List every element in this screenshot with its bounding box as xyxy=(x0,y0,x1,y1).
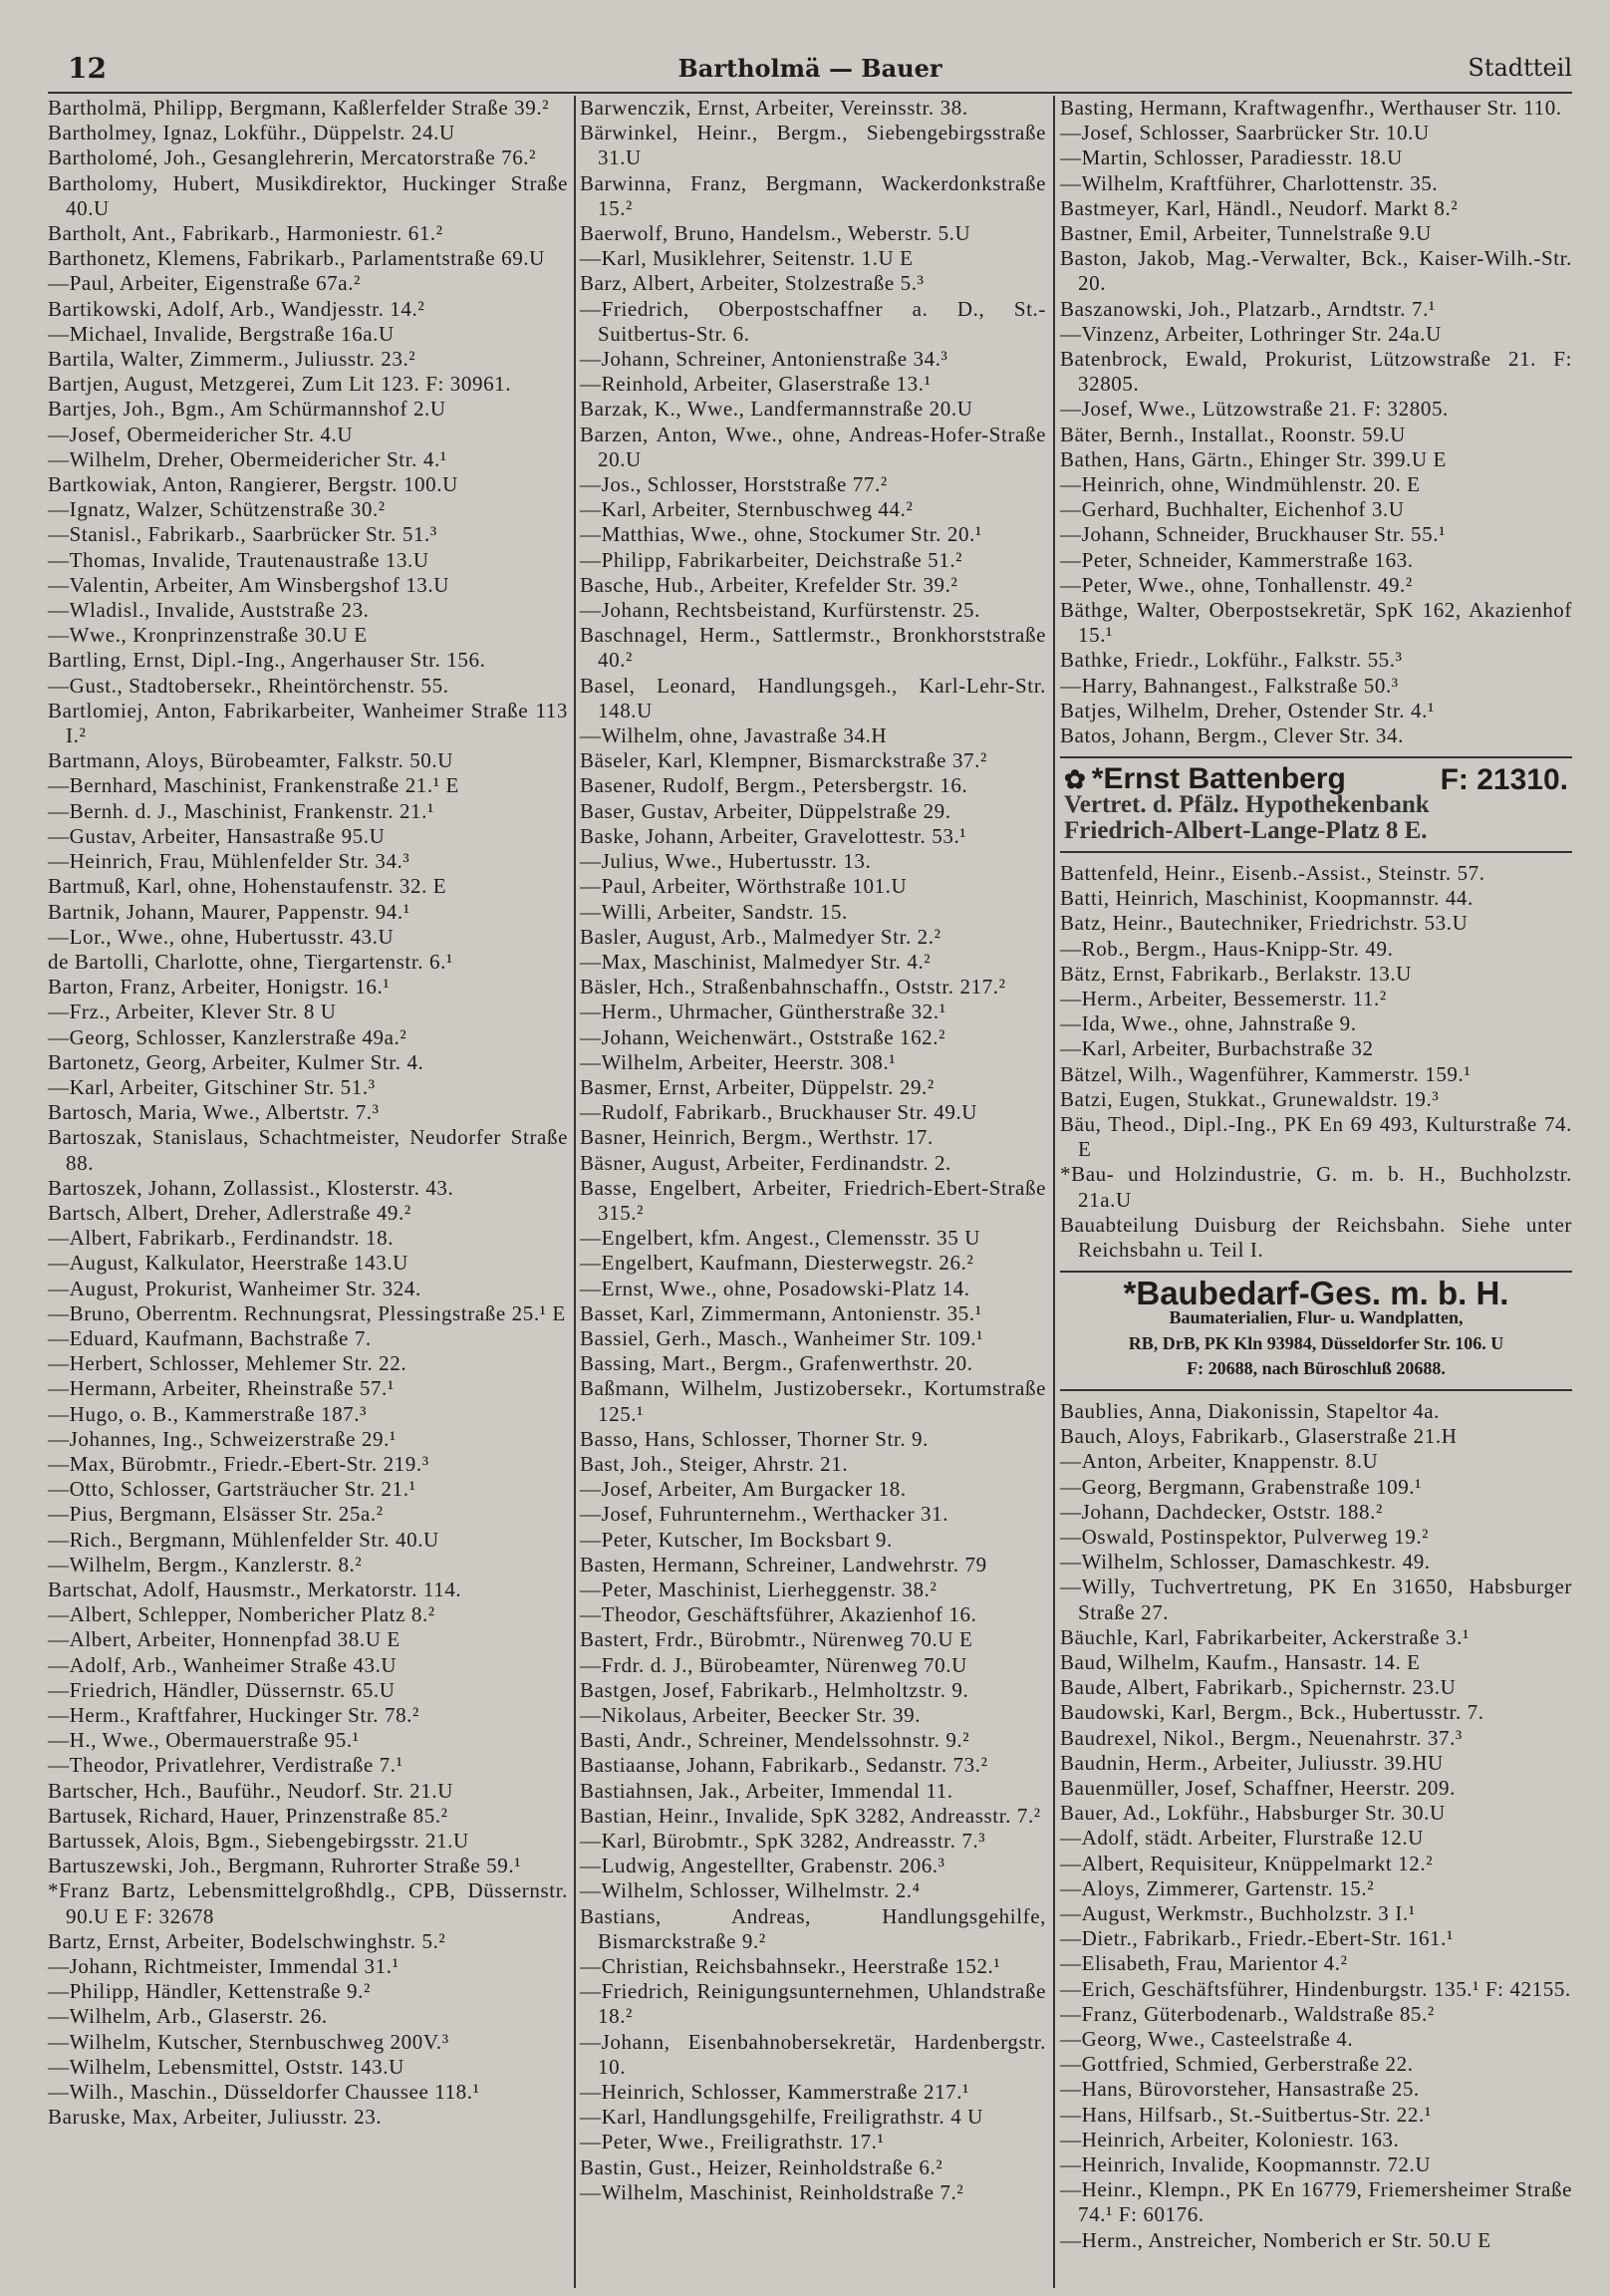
directory-entry: —Wilhelm, Maschinist, Reinholdstraße 7.² xyxy=(580,2179,964,2204)
directory-entry: —Wilhelm, Kutscher, Sternbuschweg 200V.³ xyxy=(48,2029,449,2054)
directory-entry: Bartling, Ernst, Dipl.-Ing., Angerhauser Str. 156. xyxy=(48,648,486,673)
directory-entry: Barton, Franz, Arbeiter, Honigstr. 16.¹ xyxy=(48,975,391,1000)
directory-entry: —Rich., Bergmann, Mühlenfelder Str. 40.U xyxy=(48,1527,439,1552)
directory-entry: Bauer, Ad., Lokführ., Habsburger Str. 30.U xyxy=(1060,1801,1446,1826)
directory-entry: —Ernst, Wwe., ohne, Posadowski-Platz 14. xyxy=(580,1276,970,1300)
directory-entry: —Hugo, o. B., Kammerstraße 187.³ xyxy=(48,1401,368,1426)
directory-entry: Baruske, Max, Arbeiter, Juliusstr. 23. xyxy=(48,2105,383,2130)
directory-entry: Baszanowski, Joh., Platzarb., Arndtstr. 7.¹ xyxy=(1060,296,1436,321)
advertisement-baubedarf xyxy=(1060,1271,1572,1391)
directory-entry: —Adolf, städt. Arbeiter, Flurstraße 12.U xyxy=(1060,1826,1424,1851)
directory-entry: —Johann, Richtmeister, Immendal 31.¹ xyxy=(48,1954,400,1979)
directory-entry: —Theodor, Geschäftsführer, Akazienhof 16. xyxy=(580,1602,977,1627)
directory-entry: Bärwinkel, Heinr., Bergm., Siebengebirgsstraße 31.U xyxy=(580,121,1046,170)
directory-entry: —Wilhelm, Dreher, Obermeidericher Str. 4.¹ xyxy=(48,446,447,471)
directory-entry: —Wilhelm, ohne, Javastraße 34.H xyxy=(580,723,888,748)
directory-entry: —Josef, Wwe., Lützowstraße 21. F: 32805. xyxy=(1060,397,1449,422)
directory-entry: —Jos., Schlosser, Horststraße 77.² xyxy=(580,472,888,497)
ad-line: RB, DrB, PK Kln 93984, Düsseldorfer Str. 106. U xyxy=(1128,1332,1504,1353)
directory-entry: —Johann, Schneider, Bruckhauser Str. 55.¹ xyxy=(1060,522,1446,547)
directory-entry: Bartschat, Adolf, Hausmstr., Merkatorstr. 114. xyxy=(48,1577,462,1601)
directory-entry: —Willi, Arbeiter, Sandstr. 15. xyxy=(580,899,848,924)
directory-entry: —Oswald, Postinspektor, Pulverweg 19.² xyxy=(1060,1524,1430,1549)
directory-entry: Bastin, Gust., Heizer, Reinholdstraße 6.² xyxy=(580,2154,943,2179)
directory-entry: —Wilhelm, Schlosser, Damaschkestr. 49. xyxy=(1060,1550,1431,1575)
directory-entry: Basten, Hermann, Schreiner, Landwehrstr. 79 xyxy=(580,1552,987,1577)
directory-entry: —Anton, Arbeiter, Knappenstr. 8.U xyxy=(1060,1449,1379,1474)
ad-phone: F: 21310. xyxy=(1440,762,1568,796)
directory-entry: Bartlomiej, Anton, Fabrikarbeiter, Wanheimer Straße 113 I.² xyxy=(48,698,568,748)
column-divider xyxy=(1053,96,1055,2288)
directory-entry: Batti, Heinrich, Maschinist, Koopmannstr. 44. xyxy=(1060,886,1474,911)
directory-entry: —Friedrich, Reinigungsunternehmen, Uhlandstraße 18.² xyxy=(580,1979,1046,2029)
laurel-wreath-icon: ✿ xyxy=(1064,764,1086,795)
directory-entry: Batz, Heinr., Bautechniker, Friedrichstr. 53.U xyxy=(1060,911,1469,936)
directory-entry: —Valentin, Arbeiter, Am Winsbergshof 13.U xyxy=(48,572,450,597)
directory-entry: —Paul, Arbeiter, Eigenstraße 67a.² xyxy=(48,271,361,296)
directory-entry: Baschnagel, Herm., Sattlermstr., Bronkhorststraße 40.² xyxy=(580,623,1046,673)
directory-entry: Bartsch, Albert, Dreher, Adlerstraße 49.² xyxy=(48,1200,411,1225)
directory-entry: Bäsner, August, Arbeiter, Ferdinandstr. 2. xyxy=(580,1150,951,1175)
directory-entry: —Georg, Bergmann, Grabenstraße 109.¹ xyxy=(1060,1474,1423,1499)
directory-entry: Bäu, Theod., Dipl.-Ing., PK En 69 493, Kulturstraße 74. E xyxy=(1060,1111,1572,1162)
directory-entry: Bauenmüller, Josef, Schaffner, Heerstr. 209. xyxy=(1060,1776,1456,1800)
directory-entry: —Philipp, Händler, Kettenstraße 9.² xyxy=(48,1979,371,2004)
directory-entry: —Herbert, Schlosser, Mehlemer Str. 22. xyxy=(48,1351,407,1376)
directory-entry: Bartoszak, Stanislaus, Schachtmeister, Neudorfer Straße 88. xyxy=(48,1125,568,1175)
directory-entry: —Adolf, Arb., Wanheimer Straße 43.U xyxy=(48,1652,398,1677)
directory-entry: —Peter, Kutscher, Im Bocksbart 9. xyxy=(580,1527,893,1552)
ad-line: Baumaterialien, Flur- u. Wandplatten, xyxy=(1169,1307,1464,1328)
directory-entry: Bast, Joh., Steiger, Ahrstr. 21. xyxy=(580,1451,849,1476)
directory-entry: Bartz, Ernst, Arbeiter, Bodelschwinghstr. 5.² xyxy=(48,1928,446,1953)
directory-entry: Basener, Rudolf, Bergm., Petersbergstr. 16. xyxy=(580,773,968,798)
directory-entry: —Ludwig, Angestellter, Grabenstr. 206.³ xyxy=(580,1854,945,1878)
directory-entry: Basso, Hans, Schlosser, Thorner Str. 9. xyxy=(580,1426,929,1451)
directory-entry: —Herm., Anstreicher, Nomberich er Str. 50.U E xyxy=(1060,2227,1491,2252)
directory-entry: Basmer, Ernst, Arbeiter, Düppelstr. 29.² xyxy=(580,1074,935,1099)
ad-line: Friedrich-Albert-Lange-Platz 8 E. xyxy=(1064,816,1428,844)
directory-entry: Bartonetz, Georg, Arbeiter, Kulmer Str. 4. xyxy=(48,1049,424,1074)
directory-entry: —Georg, Schlosser, Kanzlerstraße 49a.² xyxy=(48,1024,407,1049)
directory-entry: —Heinr., Klempn., PK En 16779, Friemersheimer Straße 74.¹ F: 60176. xyxy=(1060,2177,1572,2227)
directory-entry: Baske, Johann, Arbeiter, Gravelottestr. 53.¹ xyxy=(580,823,967,848)
directory-entry: *Franz Bartz, Lebensmittelgroßhdlg., CPB, Düssernstr. 90.U E F: 32678 xyxy=(48,1878,568,1928)
directory-entry: —Vinzenz, Arbeiter, Lothringer Str. 24a.U xyxy=(1060,321,1442,346)
directory-entry: —Hermann, Arbeiter, Rheinstraße 57.¹ xyxy=(48,1376,395,1401)
directory-entry: —Josef, Arbeiter, Am Burgacker 18. xyxy=(580,1477,907,1502)
directory-entry: Battenfeld, Heinr., Eisenb.-Assist., Steinstr. 57. xyxy=(1060,860,1485,885)
directory-entry: Barwinna, Franz, Bergmann, Wackerdonkstraße 15.² xyxy=(580,170,1046,220)
directory-entry: —Paul, Arbeiter, Wörthstraße 101.U xyxy=(580,874,908,899)
directory-entry: —Erich, Geschäftsführer, Hindenburgstr. 135.¹ F: 42155. xyxy=(1060,1976,1571,2001)
directory-entry: —Gottfried, Schmied, Gerberstraße 22. xyxy=(1060,2052,1414,2077)
directory-entry: —Wilhelm, Bergm., Kanzlerstr. 8.² xyxy=(48,1552,363,1577)
directory-entry: —H., Wwe., Obermauerstraße 95.¹ xyxy=(48,1728,360,1753)
directory-entry: —Heinrich, Frau, Mühlenfelder Str. 34.³ xyxy=(48,849,410,874)
running-title: Bartholmä — Bauer xyxy=(677,54,942,83)
directory-entry: Baude, Albert, Fabrikarb., Spichernstr. 23.U xyxy=(1060,1675,1457,1700)
directory-entry: Bastiahnsen, Jak., Arbeiter, Immendal 11. xyxy=(580,1778,953,1803)
directory-entry: —Ida, Wwe., ohne, Jahnstraße 9. xyxy=(1060,1011,1357,1036)
directory-entry: —Rudolf, Fabrikarb., Bruckhauser Str. 49.U xyxy=(580,1100,978,1125)
directory-entry: —Peter, Wwe., Freiligrathstr. 17.¹ xyxy=(580,2130,885,2154)
directory-entry: —Aloys, Zimmerer, Gartenstr. 15.² xyxy=(1060,1875,1375,1900)
directory-entry: Baudowski, Karl, Bergm., Bck., Hubertusstr. 7. xyxy=(1060,1700,1484,1725)
directory-entry: —Dietr., Fabrikarb., Friedr.-Ebert-Str. 161.¹ xyxy=(1060,1926,1454,1951)
entries-group xyxy=(1060,861,1572,1263)
directory-entry: —Karl, Bürobmtr., SpK 3282, Andreasstr. 7.³ xyxy=(580,1829,986,1854)
directory-entry: Bastmeyer, Karl, Händl., Neudorf. Markt 8.² xyxy=(1060,195,1459,220)
directory-entry: Baerwolf, Bruno, Handelsm., Weberstr. 5.U xyxy=(580,221,971,246)
ad-line: Vertret. d. Pfälz. Hypothekenbank xyxy=(1064,791,1430,819)
directory-entry: Bäsler, Hch., Straßenbahnschaffn., Oststr. 217.² xyxy=(580,975,1006,1000)
directory-entry: —Josef, Fuhrunternehm., Werthacker 31. xyxy=(580,1502,949,1527)
directory-entry: —Christian, Reichsbahnsekr., Heerstraße 152.¹ xyxy=(580,1954,1001,1979)
directory-entry: —Albert, Fabrikarb., Ferdinandstr. 18. xyxy=(48,1226,395,1251)
directory-entry: Bastian, Heinr., Invalide, SpK 3282, Andreasstr. 7.² xyxy=(580,1803,1041,1828)
directory-entry: —Thomas, Invalide, Trautenaustraße 13.U xyxy=(48,547,429,572)
directory-entry: —Josef, Schlosser, Saarbrücker Str. 10.U xyxy=(1060,121,1430,145)
directory-entry: Bartnik, Johann, Maurer, Pappenstr. 94.¹ xyxy=(48,899,410,924)
directory-entry: Bartusek, Richard, Hauer, Prinzenstraße 85.² xyxy=(48,1803,448,1828)
directory-entry: Bartosch, Maria, Wwe., Albertstr. 7.³ xyxy=(48,1100,380,1125)
directory-entry: —Johann, Weichenwärt., Oststraße 162.² xyxy=(580,1024,946,1049)
directory-entry: —Peter, Wwe., ohne, Tonhallenstr. 49.² xyxy=(1060,572,1413,597)
directory-entry: Basti, Andr., Schreiner, Mendelssohnstr. 9.² xyxy=(580,1728,970,1753)
directory-entry: —Franz, Güterbodenarb., Waldstraße 85.² xyxy=(1060,2001,1435,2026)
directory-entry: —Johann, Schreiner, Antonienstraße 34.³ xyxy=(580,347,948,372)
directory-entry: Bäseler, Karl, Klempner, Bismarckstraße 37.² xyxy=(580,748,987,773)
directory-entry: Bathen, Hans, Gärtn., Ehinger Str. 399.U E xyxy=(1060,446,1447,471)
directory-entry: Bartholmey, Ignaz, Lokführ., Düppelstr. 24.U xyxy=(48,121,455,145)
directory-entry: —Gustav, Arbeiter, Hansastraße 95.U xyxy=(48,823,386,848)
directory-entry: Baser, Gustav, Arbeiter, Düppelstraße 29. xyxy=(580,798,951,823)
directory-entry: Bartikowski, Adolf, Arb., Wandjesstr. 14.² xyxy=(48,296,425,321)
directory-entry: —Julius, Wwe., Hubertusstr. 13. xyxy=(580,849,872,874)
directory-entry: —Wilhelm, Arb., Glaserstr. 26. xyxy=(48,2004,328,2029)
directory-entry: —Gerhard, Buchhalter, Eichenhof 3.U xyxy=(1060,497,1405,522)
column-3 xyxy=(1060,96,1572,2253)
directory-entry: —Engelbert, Kaufmann, Diesterwegstr. 26.² xyxy=(580,1251,974,1276)
directory-entry: Bauabteilung Duisburg der Reichsbahn. Siehe unter Reichsbahn u. Teil I. xyxy=(1060,1212,1572,1262)
directory-entry: —Harry, Bahnangest., Falkstraße 50.³ xyxy=(1060,673,1399,698)
directory-entry: Bartholmä, Philipp, Bergmann, Kaßlerfelder Straße 39.² xyxy=(48,96,550,120)
directory-entry: —Wilhelm, Arbeiter, Heerstr. 308.¹ xyxy=(580,1049,897,1074)
directory-entry: —Matthias, Wwe., ohne, Stockumer Str. 20.¹ xyxy=(580,522,982,547)
directory-entry: —Bernhard, Maschinist, Frankenstraße 21.¹ E xyxy=(48,773,459,798)
directory-entry: Barwenczik, Ernst, Arbeiter, Vereinsstr. 38. xyxy=(580,96,968,120)
directory-entry: Bartholomé, Joh., Gesanglehrerin, Mercatorstraße 76.² xyxy=(48,145,537,170)
directory-entry: Baublies, Anna, Diakonissin, Stapeltor 4a. xyxy=(1060,1398,1440,1423)
directory-entry: Bätz, Ernst, Fabrikarb., Berlakstr. 13.U xyxy=(1060,961,1412,986)
directory-entry: Bartholt, Ant., Fabrikarb., Harmoniestr. 61.² xyxy=(48,221,443,246)
directory-entry: Baßmann, Wilhelm, Justizobersekr., Kortumstraße 125.¹ xyxy=(580,1376,1046,1426)
page-header xyxy=(48,52,1572,88)
directory-entry: Batjes, Wilhelm, Dreher, Ostender Str. 4.¹ xyxy=(1060,698,1435,722)
directory-entry: Bartjen, August, Metzgerei, Zum Lit 123. F: 30961. xyxy=(48,372,512,397)
directory-entry: Basner, Heinrich, Bergm., Werthstr. 17. xyxy=(580,1125,934,1150)
directory-entry: —Peter, Schneider, Kammerstraße 163. xyxy=(1060,547,1414,572)
directory-entry: Bastner, Emil, Arbeiter, Tunnelstraße 9.U xyxy=(1060,221,1432,246)
directory-entry: —Elisabeth, Frau, Marientor 4.² xyxy=(1060,1951,1348,1976)
directory-entry: —Engelbert, kfm. Angest., Clemensstr. 35 U xyxy=(580,1226,980,1251)
directory-entry: Bätzel, Wilh., Wagenführer, Kammerstr. 159.¹ xyxy=(1060,1061,1472,1086)
directory-entry: Bäter, Bernh., Installat., Roonstr. 59.U xyxy=(1060,422,1406,446)
directory-entry: —Heinrich, Schlosser, Kammerstraße 217.¹ xyxy=(580,2080,970,2105)
directory-entry: —Max, Bürobmtr., Friedr.-Ebert-Str. 219.³ xyxy=(48,1451,429,1476)
section-label: Stadtteil xyxy=(1468,54,1572,82)
directory-entry: Baudnin, Herm., Arbeiter, Juliusstr. 39.HU xyxy=(1060,1750,1444,1775)
directory-entry: —Martin, Schlosser, Paradiesstr. 18.U xyxy=(1060,145,1403,170)
directory-entry: —Heinrich, Arbeiter, Koloniestr. 163. xyxy=(1060,2127,1400,2152)
directory-entry: Batos, Johann, Bergm., Clever Str. 34. xyxy=(1060,723,1404,748)
directory-entry: —Albert, Arbeiter, Honnenpfad 38.U E xyxy=(48,1627,401,1652)
directory-entry: Basel, Leonard, Handlungsgeh., Karl-Lehr-Str. 148.U xyxy=(580,673,1046,722)
directory-entry: Bastert, Frdr., Bürobmtr., Nürenweg 70.U E xyxy=(580,1627,973,1652)
directory-entry: —Albert, Schlepper, Nombericher Platz 8.² xyxy=(48,1602,435,1627)
directory-entry: Bartussek, Alois, Bgm., Siebengebirgsstr. 21.U xyxy=(48,1829,469,1854)
directory-entry: Bartila, Walter, Zimmerm., Juliusstr. 23.² xyxy=(48,347,416,372)
directory-entry: —August, Werkmstr., Buchholzstr. 3 I.¹ xyxy=(1060,1901,1416,1926)
directory-entry: —Ignatz, Walzer, Schützenstraße 30.² xyxy=(48,497,386,522)
advertisement-battenberg xyxy=(1060,756,1572,853)
column-1 xyxy=(48,96,568,2130)
directory-entry: Bastiaanse, Johann, Fabrikarb., Sedanstr. 73.² xyxy=(580,1753,988,1778)
directory-entry: —Herm., Arbeiter, Bessemerstr. 11.² xyxy=(1060,986,1387,1010)
directory-entry: Bartuszewski, Joh., Bergmann, Ruhrorter Straße 59.¹ xyxy=(48,1854,522,1878)
directory-entry: —August, Kalkulator, Heerstraße 143.U xyxy=(48,1251,408,1276)
directory-entry: —Peter, Maschinist, Lierheggenstr. 38.² xyxy=(580,1577,938,1601)
directory-entry: —Rob., Bergm., Haus-Knipp-Str. 49. xyxy=(1060,936,1394,961)
directory-entry: Barz, Albert, Arbeiter, Stolzestraße 5.³ xyxy=(580,271,925,296)
directory-entry: —Friedrich, Händler, Düssernstr. 65.U xyxy=(48,1677,396,1702)
directory-entry: Batzi, Eugen, Stukkat., Grunewaldstr. 19.³ xyxy=(1060,1086,1440,1111)
directory-entry: —Eduard, Kaufmann, Bachstraße 7. xyxy=(48,1325,372,1350)
directory-entry: Baston, Jakob, Mag.-Verwalter, Bck., Kaiser-Wilh.-Str. 20. xyxy=(1060,246,1572,296)
directory-entry: Bartjes, Joh., Bgm., Am Schürmannshof 2.U xyxy=(48,397,446,422)
directory-entry: Bäthge, Walter, Oberpostsekretär, SpK 162, Akazienhof 15.¹ xyxy=(1060,598,1572,648)
directory-entry: Batenbrock, Ewald, Prokurist, Lützowstraße 21. F: 32805. xyxy=(1060,347,1572,397)
directory-entry: —Karl, Arbeiter, Sternbuschweg 44.² xyxy=(580,497,914,522)
directory-entry: —Michael, Invalide, Bergstraße 16a.U xyxy=(48,321,395,346)
directory-entry: Bartmuß, Karl, ohne, Hohenstaufenstr. 32. E xyxy=(48,874,447,899)
directory-entry: —Theodor, Privatlehrer, Verdistraße 7.¹ xyxy=(48,1753,403,1778)
entries-group xyxy=(1060,1399,1572,2253)
directory-entry: —Wladisl., Invalide, Auststraße 23. xyxy=(48,598,370,623)
directory-entry: —Philipp, Fabrikarbeiter, Deichstraße 51.² xyxy=(580,547,963,572)
directory-entry: —Bernh. d. J., Maschinist, Frankenstr. 21.¹ xyxy=(48,798,434,823)
directory-entry: —Otto, Schlosser, Gartsträucher Str. 21.¹ xyxy=(48,1477,416,1502)
directory-entry: Bartoszek, Johann, Zollassist., Klosterstr. 43. xyxy=(48,1175,454,1200)
header-rule xyxy=(48,92,1572,94)
directory-entry: Bäuchle, Karl, Fabrikarbeiter, Ackerstraße 3.¹ xyxy=(1060,1624,1470,1649)
directory-entry: —Willy, Tuchvertretung, PK En 31650, Habsburger Straße 27. xyxy=(1060,1575,1572,1624)
directory-entry: Barzen, Anton, Wwe., ohne, Andreas-Hofer-Straße 20.U xyxy=(580,422,1046,471)
directory-entry: —Wilhelm, Lebensmittel, Oststr. 143.U xyxy=(48,2054,404,2079)
ad-name: *Ernst Battenberg xyxy=(1091,762,1346,796)
directory-entry: Bartholomy, Hubert, Musikdirektor, Huckinger Straße 40.U xyxy=(48,170,568,220)
directory-entry: —Gust., Stadtobersekr., Rheintörchenstr. 55. xyxy=(48,673,449,698)
directory-entry: Basler, August, Arb., Malmedyer Str. 2.² xyxy=(580,924,941,949)
ad-line: F: 20688, nach Büroschluß 20688. xyxy=(1187,1357,1446,1378)
directory-entry: —Johann, Eisenbahnobersekretär, Hardenbergstr. 10. xyxy=(580,2029,1046,2079)
directory-entry: Bartmann, Aloys, Bürobeamter, Falkstr. 50.U xyxy=(48,748,453,773)
directory-entry: —Albert, Requisiteur, Knüppelmarkt 12.² xyxy=(1060,1851,1434,1875)
column-2 xyxy=(580,96,1046,2205)
directory-entry: Bartkowiak, Anton, Rangierer, Bergstr. 100.U xyxy=(48,472,458,497)
directory-entry: —Herm., Kraftfahrer, Huckinger Str. 78.² xyxy=(48,1703,419,1727)
directory-entry: —Lor., Wwe., ohne, Hubertusstr. 43.U xyxy=(48,924,395,949)
directory-entry: *Bau- und Holzindustrie, G. m. b. H., Buchholzstr. 21a.U xyxy=(1060,1162,1572,1212)
directory-entry: —Karl, Arbeiter, Burbachstraße 32 xyxy=(1060,1036,1374,1061)
directory-entry: —Heinrich, ohne, Windmühlenstr. 20. E xyxy=(1060,472,1421,497)
directory-entry: Barzak, K., Wwe., Landfermannstraße 20.U xyxy=(580,397,973,422)
directory-entry: —Karl, Musiklehrer, Seitenstr. 1.U E xyxy=(580,246,914,271)
directory-entry: —August, Prokurist, Wanheimer Str. 324. xyxy=(48,1276,421,1300)
directory-entry: —Friedrich, Oberpostschaffner a. D., St.-Suitbertus-Str. 6. xyxy=(580,296,1046,346)
directory-entry: —Wilhelm, Schlosser, Wilhelmstr. 2.⁴ xyxy=(580,1878,921,1903)
directory-entry: —Hans, Hilfsarb., St.-Suitbertus-Str. 22.¹ xyxy=(1060,2102,1432,2127)
ad-name: *Baubedarf-Ges. m. b. H. xyxy=(1123,1275,1509,1312)
directory-entry: —Josef, Obermeidericher Str. 4.U xyxy=(48,422,354,446)
directory-entry: Barthonetz, Klemens, Fabrikarb., Parlamentstraße 69.U xyxy=(48,246,545,271)
directory-entry: —Johann, Dachdecker, Oststr. 188.² xyxy=(1060,1499,1383,1524)
directory-entry: —Wwe., Kronprinzenstraße 30.U E xyxy=(48,623,368,648)
directory-entry: —Karl, Handlungsgehilfe, Freiligrathstr. 4 U xyxy=(580,2105,983,2130)
directory-entry: —Hans, Bürovorsteher, Hansastraße 25. xyxy=(1060,2077,1420,2102)
directory-entry: Basse, Engelbert, Arbeiter, Friedrich-Ebert-Straße 315.² xyxy=(580,1175,1046,1225)
directory-entry: —Nikolaus, Arbeiter, Beecker Str. 39. xyxy=(580,1703,922,1727)
directory-entry: —Frdr. d. J., Bürobeamter, Nürenweg 70.U xyxy=(580,1652,967,1677)
directory-entry: —Pius, Bergmann, Elsässer Str. 25a.² xyxy=(48,1502,384,1527)
directory-entry: —Frz., Arbeiter, Klever Str. 8 U xyxy=(48,1000,337,1024)
directory-entry: —Johann, Rechtsbeistand, Kurfürstenstr. 25. xyxy=(580,598,980,623)
directory-entry: —Heinrich, Invalide, Koopmannstr. 72.U xyxy=(1060,2152,1432,2177)
directory-entry: —Herm., Uhrmacher, Güntherstraße 32.¹ xyxy=(580,1000,946,1024)
directory-entry: Baud, Wilhelm, Kaufm., Hansastr. 14. E xyxy=(1060,1649,1421,1674)
directory-entry: —Georg, Wwe., Casteelstraße 4. xyxy=(1060,2027,1354,2052)
directory-entry: Bastgen, Josef, Fabrikarb., Helmholtzstr. 9. xyxy=(580,1677,969,1702)
directory-entry: —Max, Maschinist, Malmedyer Str. 4.² xyxy=(580,949,932,974)
directory-entry: —Karl, Arbeiter, Gitschiner Str. 51.³ xyxy=(48,1074,376,1099)
directory-entry: Baudrexel, Nikol., Bergm., Neuenahrstr. 37.³ xyxy=(1060,1725,1463,1750)
directory-entry: —Wilhelm, Kraftführer, Charlottenstr. 35. xyxy=(1060,170,1439,195)
column-divider xyxy=(574,96,576,2288)
page-number: 12 xyxy=(68,52,107,85)
directory-entry: Basche, Hub., Arbeiter, Krefelder Str. 39.² xyxy=(580,572,958,597)
directory-entry: Basset, Karl, Zimmermann, Antonienstr. 35.¹ xyxy=(580,1300,982,1325)
directory-entry: —Stanisl., Fabrikarb., Saarbrücker Str. 51.³ xyxy=(48,522,437,547)
directory-entry: Bauch, Aloys, Fabrikarb., Glaserstraße 21.H xyxy=(1060,1424,1458,1449)
directory-entry: Basting, Hermann, Kraftwagenfhr., Werthauser Str. 110. xyxy=(1060,96,1562,120)
directory-entry: Bathke, Friedr., Lokführ., Falkstr. 55.³ xyxy=(1060,648,1403,673)
directory-entry: de Bartolli, Charlotte, ohne, Tiergartenstr. 6.¹ xyxy=(48,949,453,974)
directory-entry: —Wilh., Maschin., Düsseldorfer Chaussee 118.¹ xyxy=(48,2080,480,2105)
entries-group xyxy=(1060,96,1572,748)
directory-entry: Bartscher, Hch., Bauführ., Neudorf. Str. 21.U xyxy=(48,1778,453,1803)
directory-entry: —Reinhold, Arbeiter, Glaserstraße 13.¹ xyxy=(580,372,932,397)
directory-entry: Bassiel, Gerh., Masch., Wanheimer Str. 109.¹ xyxy=(580,1325,984,1350)
directory-entry: Bastians, Andreas, Handlungsgehilfe, Bismarckstraße 9.² xyxy=(580,1903,1046,1953)
directory-entry: —Bruno, Oberrentm. Rechnungsrat, Plessingstraße 25.¹ E xyxy=(48,1300,566,1325)
directory-entry: Bassing, Mart., Bergm., Grafenwerthstr. 20. xyxy=(580,1351,973,1376)
directory-entry: —Johannes, Ing., Schweizerstraße 29.¹ xyxy=(48,1426,397,1451)
